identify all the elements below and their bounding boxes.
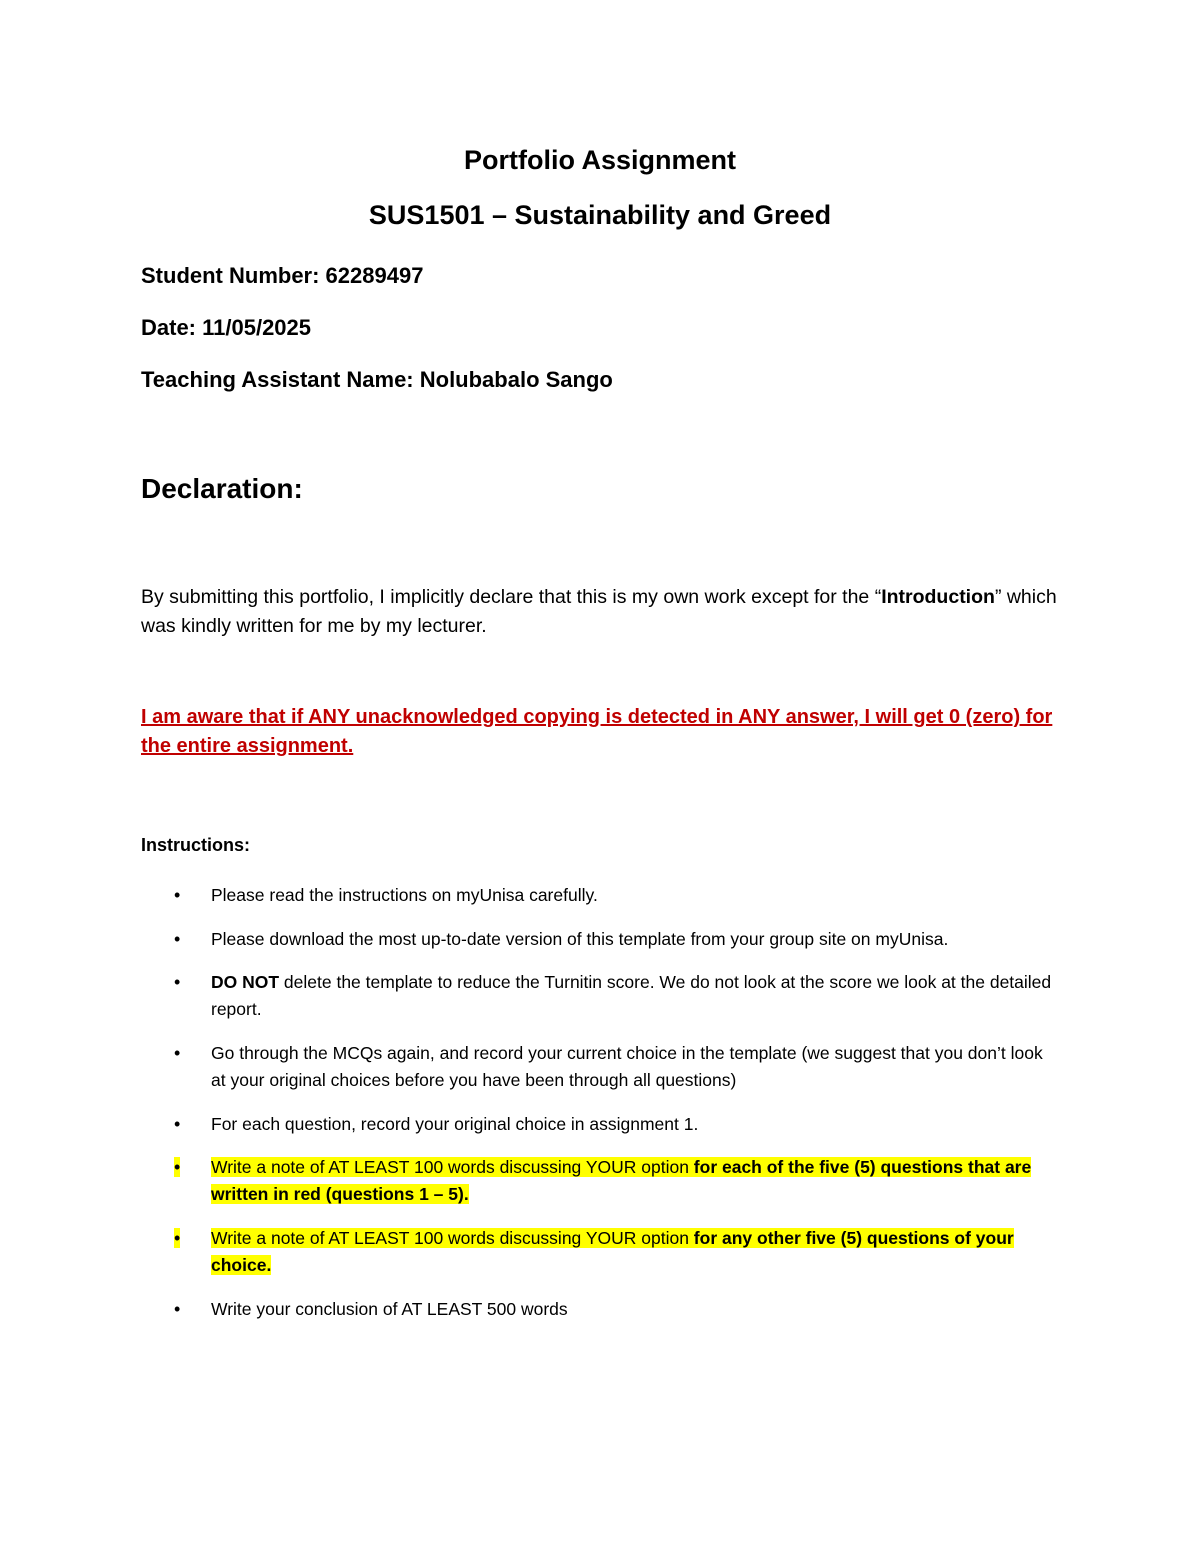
declaration-body <box>141 583 1061 641</box>
list-item-emphasis: DO NOT <box>211 972 280 992</box>
list-item <box>211 1040 1061 1094</box>
list-item-text: Please download the most up-to-date version of this template from your group site on myUnisa. <box>211 929 949 949</box>
bullet-icon: • <box>174 1114 181 1134</box>
student-number: Student Number: 62289497 <box>141 263 424 288</box>
list-item-text: delete the template to reduce the Turnitin score. We do not look at the score we look at the detailed report. <box>211 972 1052 1019</box>
list-item-text: Go through the MCQs again, and record your current choice in the template (we suggest that you don’t look at your original choices before you have been through all questions) <box>211 1043 1043 1090</box>
list-item-highlighted <box>211 1154 1061 1208</box>
declaration-text-end: ” which was kindly written for me by my lecturer. <box>141 586 1057 637</box>
teaching-assistant-name: Teaching Assistant Name: Nolubabalo Sango <box>141 367 613 392</box>
instructions-heading: Instructions: <box>141 835 251 855</box>
bullet-icon: • <box>174 1299 181 1319</box>
list-item-emphasis: for any other five (5) questions of your choice. <box>211 1228 1014 1275</box>
list-item-highlighted <box>211 1225 1061 1279</box>
list-item-emphasis: for each of the five (5) questions that are written in red (questions 1 – 5). <box>211 1157 1032 1204</box>
bullet-icon: • <box>174 972 181 992</box>
declaration-introduction-word: Introduction <box>881 586 995 608</box>
list-item-text: Write a note of AT LEAST 100 words discussing YOUR option <box>211 1157 694 1177</box>
list-item-text: Write a note of AT LEAST 100 words discussing YOUR option <box>211 1228 694 1248</box>
list-item <box>211 926 1061 953</box>
list-item-text: Please read the instructions on myUnisa carefully. <box>211 885 598 905</box>
list-item-text: For each question, record your original choice in assignment 1. <box>211 1114 699 1134</box>
list-item <box>211 1111 1061 1138</box>
declaration-heading: Declaration: <box>141 473 303 504</box>
bullet-icon: • <box>174 929 181 949</box>
list-item <box>211 882 1061 909</box>
list-item <box>211 969 1061 1023</box>
bullet-icon: • <box>174 1228 181 1248</box>
list-item-text: Write your conclusion of AT LEAST 500 words <box>211 1299 568 1319</box>
bullet-icon: • <box>174 885 181 905</box>
declaration-text-start: By submitting this portfolio, I implicitly declare that this is my own work except for the “ <box>141 586 882 608</box>
plagiarism-warning: I am aware that if ANY unacknowledged copying is detected in ANY answer, I will get 0 (zero) for the entire assignment. <box>141 706 1053 757</box>
bullet-icon: • <box>174 1157 181 1177</box>
document-title: Portfolio Assignment <box>463 145 736 175</box>
submission-date: Date: 11/05/2025 <box>141 315 312 340</box>
course-title: SUS1501 – Sustainability and Greed <box>368 200 832 230</box>
list-item <box>211 1296 1061 1323</box>
bullet-icon: • <box>174 1043 181 1063</box>
